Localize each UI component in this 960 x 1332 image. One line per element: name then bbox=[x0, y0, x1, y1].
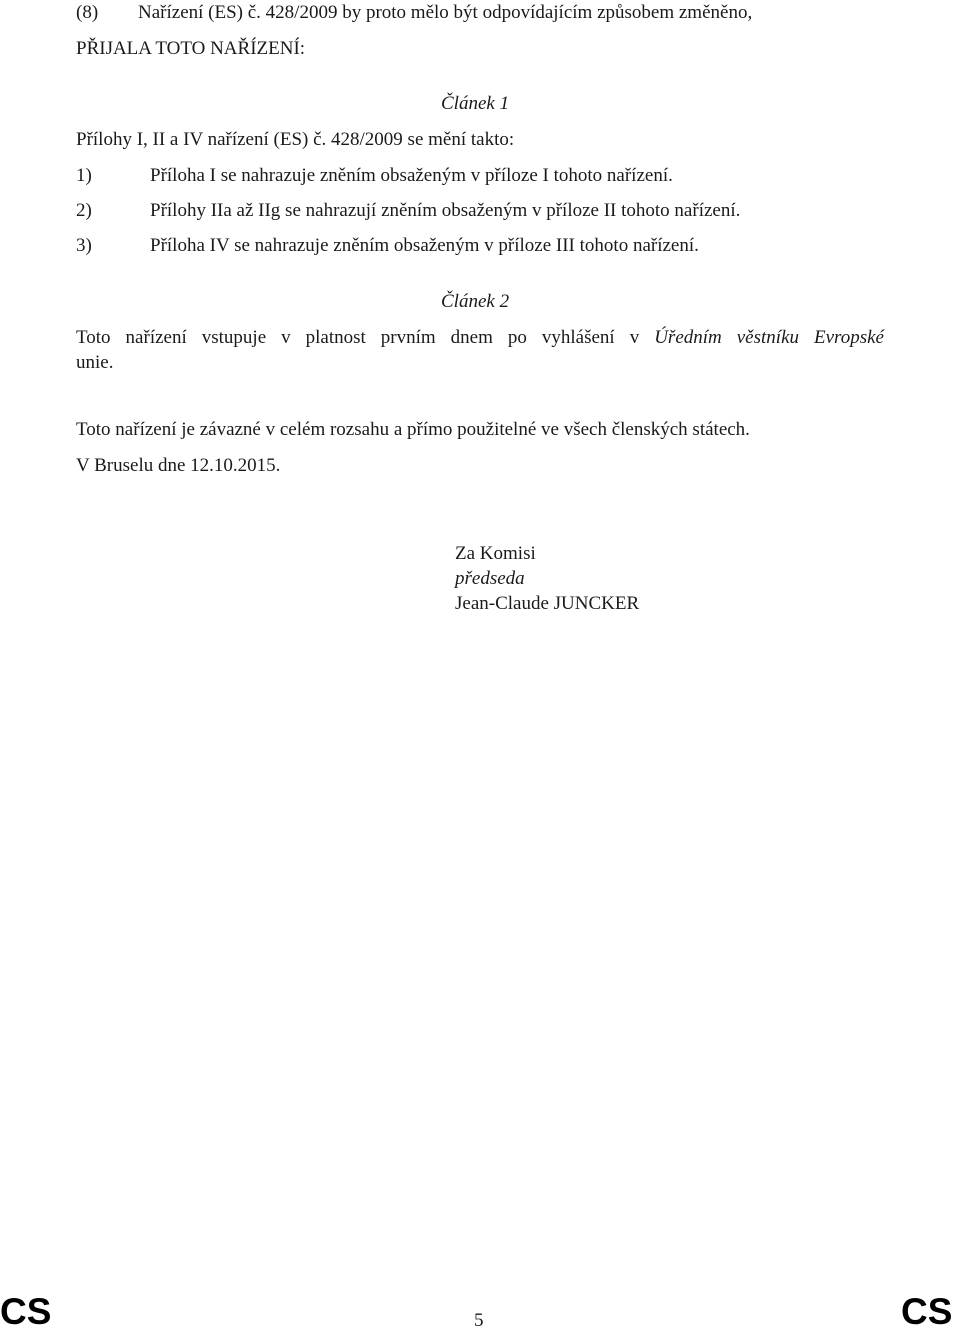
footer-language-left: CS bbox=[0, 1291, 52, 1332]
article-1-item-2-text: Přílohy IIa až IIg se nahrazují zněním obsaženým v příloze II tohoto nařízení. bbox=[150, 200, 741, 221]
article-1-item-1-number: 1) bbox=[76, 165, 92, 186]
signature-for: Za Komisi bbox=[455, 543, 536, 564]
article-1-item-1-text: Příloha I se nahrazuje zněním obsaženým v příloze I tohoto nařízení. bbox=[150, 165, 673, 186]
signature-role: předseda bbox=[455, 568, 525, 589]
official-journal-title: Úředním věstníku Evropské bbox=[654, 327, 884, 348]
recital-number: (8) bbox=[76, 2, 99, 23]
article-2-text-start: Toto nařízení vstupuje v platnost prvním dnem po vyhlášení v bbox=[76, 327, 640, 348]
binding-clause: Toto nařízení je závazné v celém rozsahu a přímo použitelné ve všech členských státech. bbox=[76, 419, 750, 440]
footer-language-right: CS bbox=[901, 1291, 953, 1332]
place-date: V Bruselu dne 12.10.2015. bbox=[76, 455, 281, 476]
article-1-heading: Článek 1 bbox=[441, 93, 510, 114]
article-2-text-line-1 bbox=[76, 327, 884, 349]
article-1-intro: Přílohy I, II a IV nařízení (ES) č. 428/2009 se mění takto: bbox=[76, 129, 515, 150]
article-1-item-3-text: Příloha IV se nahrazuje zněním obsaženým v příloze III tohoto nařízení. bbox=[150, 235, 699, 256]
page-number: 5 bbox=[474, 1310, 484, 1331]
recital-text: Nařízení (ES) č. 428/2009 by proto mělo být odpovídajícím způsobem změněno, bbox=[138, 2, 753, 23]
article-1-item-3-number: 3) bbox=[76, 235, 92, 256]
article-1-item-2-number: 2) bbox=[76, 200, 92, 221]
adoption-line: PŘIJALA TOTO NAŘÍZENÍ: bbox=[76, 38, 306, 59]
signature-name: Jean-Claude JUNCKER bbox=[455, 593, 640, 614]
article-2-heading: Článek 2 bbox=[441, 291, 510, 312]
article-2-text-line-2: unie. bbox=[76, 352, 114, 373]
